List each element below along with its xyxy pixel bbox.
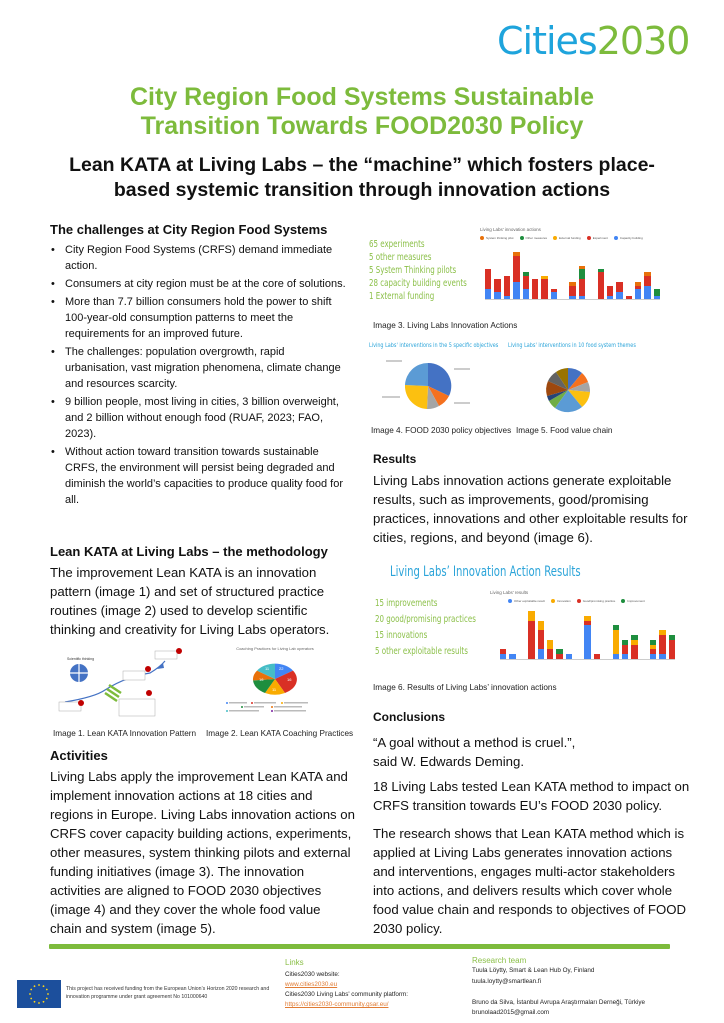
themes-pie-chart xyxy=(518,352,618,424)
bar xyxy=(532,279,538,299)
bar xyxy=(538,621,544,659)
conclusions-quote: “A goal without a method is cruel.”, said W. Edwards Deming. xyxy=(373,735,576,769)
bar xyxy=(616,282,622,299)
results-chart-heading: Living Labs’ Innovation Action Results xyxy=(390,564,581,580)
svg-text:16: 16 xyxy=(259,677,264,682)
image3-caption: Image 3. Living Labs Innovation Actions xyxy=(373,321,518,330)
chart-title: Living Labs' results xyxy=(490,590,529,595)
bar xyxy=(504,276,510,299)
bar xyxy=(509,654,515,659)
list-item: • Without action toward transition towards sustainable CRFS, the environment will persist being degraded and diminish the world’s capacities to produce quality food for all. xyxy=(50,444,350,508)
results-heading: Results xyxy=(373,452,417,466)
image2-caption: Image 2. Lean KATA Coaching Practices xyxy=(206,729,354,738)
kata-pattern-diagram xyxy=(55,645,190,720)
bar xyxy=(500,649,506,659)
bar xyxy=(669,635,675,659)
team-member-1-email: tuula.loytty@smartlean.fi xyxy=(472,978,542,985)
image6-caption: Image 6. Results of Living Labs’ innovation actions xyxy=(373,683,557,692)
platform-label: Cities2030 Living Labs' community platform: xyxy=(285,991,408,998)
chart-title: Living Labs' innovation actions xyxy=(480,227,541,232)
bar xyxy=(556,649,562,659)
image1-caption: Image 1. Lean KATA Innovation Pattern xyxy=(53,729,197,738)
innovation-stats: 65 experiments 5 other measures 5 System Thinking pilots 28 capacity building events 1 External funding xyxy=(369,239,467,302)
bar xyxy=(613,625,619,659)
bar xyxy=(494,279,500,299)
image4-caption: Image 4. FOOD 2030 policy objectives xyxy=(371,426,512,435)
bar xyxy=(622,640,628,659)
conclusions-para1: 18 Living Labs tested Lean KATA method to impact on CRFS transition towards EU’s FOOD 2030 policy. xyxy=(373,779,690,813)
team-member-2-email: brunolaad2015@gmail.com xyxy=(472,1009,550,1016)
bar xyxy=(579,266,585,299)
list-item: • More than 7.7 billion consumers hold the power to shift 100-year-old consumption patterns to meet the requirements for an improved future. xyxy=(50,294,350,342)
bar xyxy=(659,630,665,659)
activities-heading: Activities xyxy=(50,748,108,763)
website-label: Cities2030 website: xyxy=(285,971,340,978)
coaching-practices-chart xyxy=(207,644,343,724)
themes-pie-heading: Living Labs' interventions in 10 food system themes xyxy=(508,341,636,349)
conclusions-heading: Conclusions xyxy=(373,710,446,724)
svg-text:11: 11 xyxy=(272,687,277,692)
bar xyxy=(644,272,650,299)
bar xyxy=(551,289,557,299)
chart-title: Coaching Practices for Living Lab operators xyxy=(236,646,314,651)
platform-link[interactable]: https://cities2030-community.gsar.eu/ xyxy=(285,1001,389,1008)
cities2030-logo: Cities2030 xyxy=(497,19,690,63)
list-item: • 9 billion people, most living in cities, 3 billion overweight, and 2 billion without enough food (RUAF, 2023; FAO, 2023). xyxy=(50,394,350,442)
results-stats: 15 improvements 20 good/promising practices 15 innovations 5 other exploitable results xyxy=(375,598,476,657)
bar xyxy=(541,276,547,299)
poster-title: City Region Food Systems Sustainable Transition Towards FOOD2030 Policy xyxy=(130,83,594,140)
challenges-heading: The challenges at City Region Food Systems xyxy=(50,222,328,237)
bar xyxy=(528,611,534,659)
conclusions-para2: The research shows that Lean KATA method which is applied at Living Labs generates innovation actions and interventions, engages multi-actor stakeholders into actions, and delivers results which cover whole food value chain and responds to objectives of FOOD 2030 policy. xyxy=(373,826,687,936)
objectives-pie-heading: Living Labs' interventions in the 5 specific objectives xyxy=(369,341,499,349)
activities-body: Living Labs apply the improvement Lean KATA and implement innovation actions at 18 cities and regions in Europe. Living Labs innovation actions on CRFS cover capacity building actions, experiments, other measures, system thinking pilots and external funding initiatives (image 3). The innovation activities are aligned to FOOD 2030 objectives (image 4) and they cover the whole food value chain and system (image 5). xyxy=(50,769,355,936)
bar xyxy=(566,654,572,659)
bar xyxy=(607,286,613,299)
bar-area xyxy=(500,611,675,660)
objectives-pie-chart xyxy=(380,352,480,422)
bar xyxy=(631,635,637,659)
challenges-section xyxy=(50,222,350,510)
team-member-2: Bruno da Silva, İstanbul Avrupa Araştırmaları Derneği, Türkiye xyxy=(472,999,646,1006)
bar-area xyxy=(485,249,660,300)
svg-text:11: 11 xyxy=(265,666,270,671)
footer-divider xyxy=(49,944,670,949)
chart-legend: System thinking pilot Other measures External funding Experiment Capacity building xyxy=(480,236,695,240)
list-item: • City Region Food Systems (CRFS) demand immediate action. xyxy=(50,242,350,274)
team-member-1: Tuula Löytty, Smart & Lean Hub Oy, Finland xyxy=(472,967,595,974)
methodology-heading: Lean KATA at Living Labs – the methodology xyxy=(50,544,328,559)
bar xyxy=(485,269,491,299)
bar xyxy=(654,289,660,299)
bar xyxy=(635,282,641,299)
chart-legend: Other exploitable result Innovation Good/promising practice Improvement xyxy=(508,599,690,603)
research-team-heading: Research team xyxy=(472,956,527,965)
bar xyxy=(598,269,604,299)
links-heading: Links xyxy=(285,958,304,967)
list-item: • Consumers at city region must be at the core of solutions. xyxy=(50,276,350,292)
eu-flag-icon xyxy=(17,980,61,1008)
poster-subtitle: Lean KATA at Living Labs – the “machine” which fosters place- based systemic transition through innovation actions xyxy=(69,154,655,201)
scientific-thinking-label: Scientific thinking xyxy=(67,657,95,661)
results-chart xyxy=(490,590,690,685)
list-item: • The challenges: population overgrowth, rapid urbanisation, vast migration phenomena, climate change and resources scarcity. xyxy=(50,344,350,392)
eu-funding-text: This project has received funding from the European Union’s Horizon 2020 research and innovation programme under grant agreement No 101000640 xyxy=(66,986,270,1000)
image5-caption: Image 5. Food value chain xyxy=(516,426,613,435)
bar xyxy=(594,654,600,659)
bar xyxy=(650,640,656,659)
svg-text:22: 22 xyxy=(279,666,284,671)
bar xyxy=(513,252,519,299)
results-body: Living Labs innovation actions generate exploitable results, such as improvements, good/promising practices, innovations and other exploitable results for cities, regions, and beyond (image 6). xyxy=(373,473,688,545)
bar xyxy=(626,296,632,299)
bar xyxy=(584,616,590,659)
challenges-list xyxy=(50,242,350,508)
bar xyxy=(547,640,553,659)
innovation-actions-chart xyxy=(480,227,695,327)
bar xyxy=(569,282,575,299)
methodology-body: The improvement Lean KATA is an innovation pattern (image 1) and set of structured practice routines (image 2) used to develop scientific thinking and creativity for Living Labs operators. xyxy=(50,565,330,637)
svg-text:16: 16 xyxy=(287,677,292,682)
website-link[interactable]: www.cities2030.eu xyxy=(285,981,338,988)
bar xyxy=(523,272,529,299)
